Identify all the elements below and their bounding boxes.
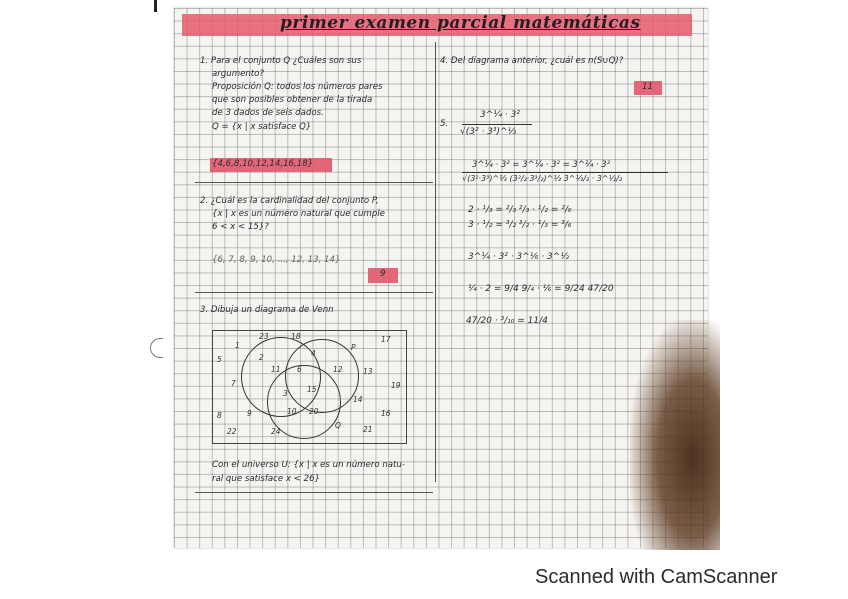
venn-num: 17 [381,335,391,344]
q5-step-1-bar [462,172,668,173]
q3-universe-line-2: ral que satisface x < 26} [212,474,321,484]
venn-num: 8 [217,411,222,420]
venn-universe-box [212,330,407,444]
section-rule-3 [195,492,433,493]
venn-num: 2 [259,353,264,362]
q1-line-3: Proposición Q: todos los números pares [212,82,383,92]
q2-line-2: {x | x es un número natural que cumple [212,209,385,219]
q4-score: 11 [642,82,653,92]
venn-num: 6 [297,365,302,374]
venn-num: 20 [309,407,319,416]
venn-num: 5 [217,355,222,364]
q2-answer: {6, 7, 8, 9, 10, ..., 12, 13, 14} [212,255,341,265]
venn-num: 9 [247,409,252,418]
binder-hole [150,338,163,358]
venn-num: 24 [271,427,281,436]
venn-num: 15 [307,385,317,394]
q1-line-2: argumento? [212,69,264,79]
venn-num: 11 [271,365,281,374]
q3-universe-line-1: Con el universo U: {x | x es un número natu- [212,460,405,470]
q1-line-4: que son posibles obtener de la tirada [212,95,373,105]
q5-step-2a: 2 · ¹/₃ = ²/₃ ²/₃ · ¹/₂ = ²/₆ [468,205,572,215]
q2-line-3: 6 < x < 15}? [212,222,269,232]
section-rule-1 [195,182,433,183]
q5-step-1: 3^¼ · 3² = 3^¼ · 3² = 3^¼ · 3² [472,160,611,170]
section-rule-2 [195,292,433,293]
venn-num: 16 [381,409,391,418]
q1-line-5: de 3 dados de seis dados. [212,108,324,118]
page-title: primer examen parcial matemáticas [280,13,641,33]
q2-line-1: 2. ¿Cuál es la cardinalidad del conjunto P, [200,196,379,206]
q3-title: 3. Dibuja un diagrama de Venn [200,305,334,315]
venn-num: 7 [231,379,236,388]
venn-num: P [351,343,356,352]
venn-num: 1 [235,341,240,350]
q1-line-1: 1. Para el conjunto Q ¿Cuáles son sus [200,56,362,66]
scan-shadow [630,320,720,550]
q5-step-4: ¼ · 2 = 9/4 9/₄ · ⅙ = 9/24 47/20 [468,284,614,294]
venn-num: 21 [363,425,373,434]
venn-num: 18 [291,332,301,341]
q1-line-6: Q = {x | x satisface Q} [212,122,312,132]
q4-text: 4. Del diagrama anterior, ¿cuál es n(S∪Q)? [440,56,624,66]
camscanner-watermark: Scanned with CamScanner [535,566,778,588]
q1-answer: {4,6,8,10,12,14,16,18} [212,159,314,169]
scan-edge-mark [154,0,157,12]
venn-num: 13 [363,367,373,376]
q2-score: 9 [380,269,386,279]
venn-num: 19 [391,381,401,390]
venn-num: 14 [353,395,363,404]
venn-num: 12 [333,365,343,374]
q5-step-5: 47/20 · ³/₁₀ = 11/4 [466,316,548,326]
q5-numerator: 3^¼ · 3² [480,110,520,120]
venn-num: 10 [287,407,297,416]
venn-label-q: Q [335,421,341,430]
q5-denominator: √(3² · 3³)^⅓ [460,127,517,137]
column-divider [435,42,436,482]
venn-num: 4 [311,349,316,358]
venn-num: 22 [227,427,237,436]
q5-fraction-bar [462,124,532,125]
venn-num: 23 [259,332,269,341]
q5-step-3: 3^¼ · 3² · 3^⅙ · 3^½ [468,252,570,262]
venn-num: 3 [283,389,288,398]
q5-step-2b: 3 · ¹/₂ = ³/₂ ³/₂ · ¹/₃ = ³/₆ [468,220,572,230]
q5-number: 5. [440,119,449,129]
q5-step-1b: √(3²·3³)^⅓ (3²/₂·3³/₂)^⅓ 3^⅓/₃ · 3^½/₂ [462,174,623,183]
